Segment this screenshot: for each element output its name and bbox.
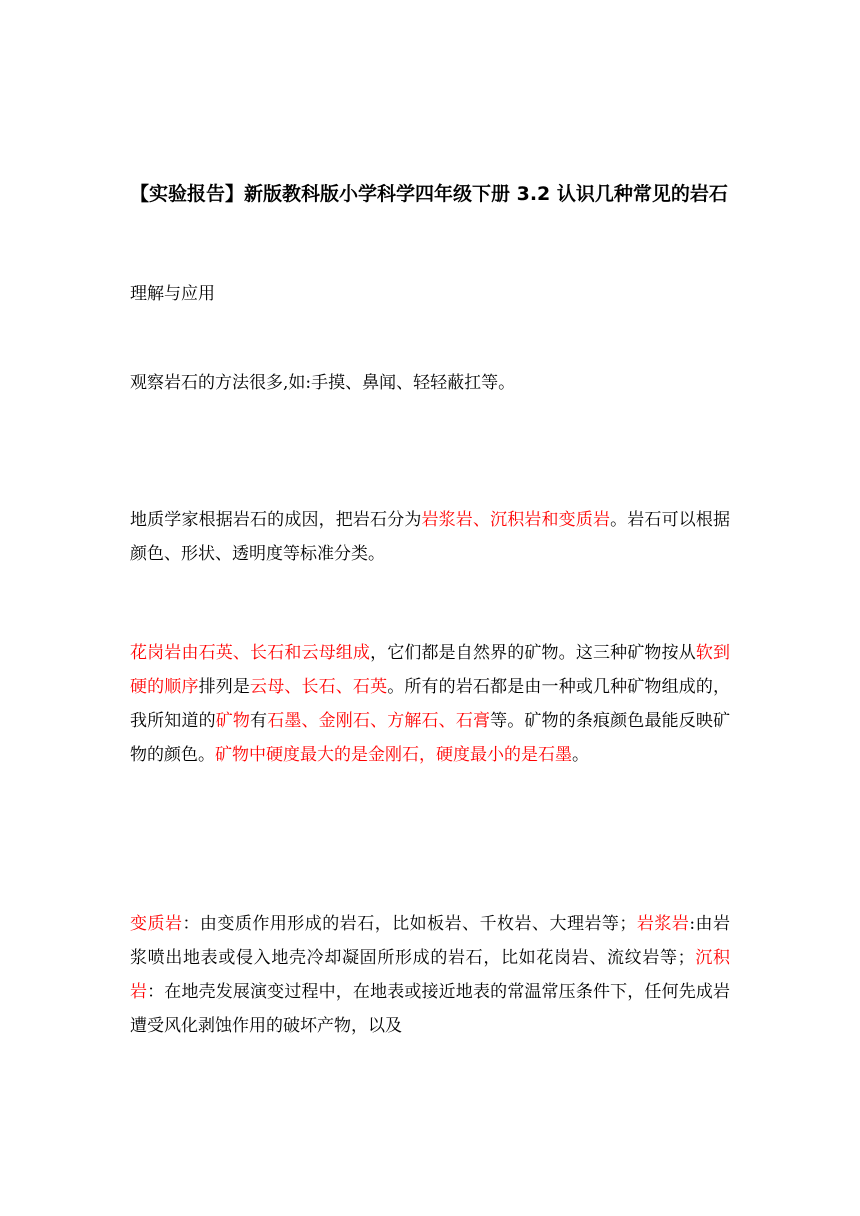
- paragraph-granite-minerals: [130, 636, 730, 772]
- paragraph-rock-classification: [130, 503, 730, 571]
- text-segment: 排列是: [198, 677, 251, 697]
- text-segment: 。: [572, 745, 589, 765]
- text-segment: ：由变质作用形成的岩石，比如板岩、千枚岩、大理岩等；: [182, 914, 637, 934]
- highlighted-text: 花岗岩由石英、长石和云母组成: [130, 643, 371, 663]
- document-title: 【实验报告】新版教科版小学科学四年级下册 3.2 认识几种常见的岩石: [130, 183, 728, 205]
- highlighted-text: 变质岩: [130, 914, 183, 934]
- text-segment: :由岩浆喷出地表或侵入地壳冷却凝固所形成的岩石，比如花岗岩、流纹岩等；: [130, 914, 731, 968]
- section-heading: 理解与应用: [130, 284, 215, 304]
- highlighted-text: 岩浆岩、沉积岩和变质岩: [421, 510, 611, 530]
- text-segment: ：在地壳发展演变过程中，在地表或接近地表的常温常压条件下，任何先成岩遭受风化剥蚀作用的破坏产物，以及: [130, 982, 731, 1036]
- text-segment: 。岩石可以根据颜色、形状、透明度等标准分类。: [130, 510, 731, 564]
- text-segment: 。所有的岩石都是由一种或几种矿物组成的，我所知道的: [130, 677, 731, 731]
- highlighted-text: 云母、长石、石英: [250, 677, 388, 697]
- highlighted-text: 沉积岩: [130, 948, 731, 1002]
- paragraph-rock-types: [130, 907, 730, 1043]
- highlighted-text: 石墨、金刚石、方解石、石膏: [267, 711, 491, 731]
- highlighted-text: 矿物中硬度最大的是金刚石，硬度最小的是石墨: [215, 745, 572, 765]
- highlighted-text: 软到硬的顺序: [130, 643, 731, 697]
- paragraph-observation-methods: 观察岩石的方法很多,如:手摸、鼻闻、轻轻蔽扛等。: [130, 373, 516, 393]
- highlighted-text: 矿物: [215, 711, 251, 731]
- text-segment: 有: [250, 711, 268, 731]
- text-segment: 等。矿物的条痕颜色最能反映矿物的颜色。: [130, 711, 731, 765]
- text-segment: ，它们都是自然界的矿物。这三种矿物按从: [370, 643, 696, 663]
- highlighted-text: 岩浆岩: [636, 914, 690, 934]
- text-segment: 地质学家根据岩石的成因，把岩石分为: [130, 510, 422, 530]
